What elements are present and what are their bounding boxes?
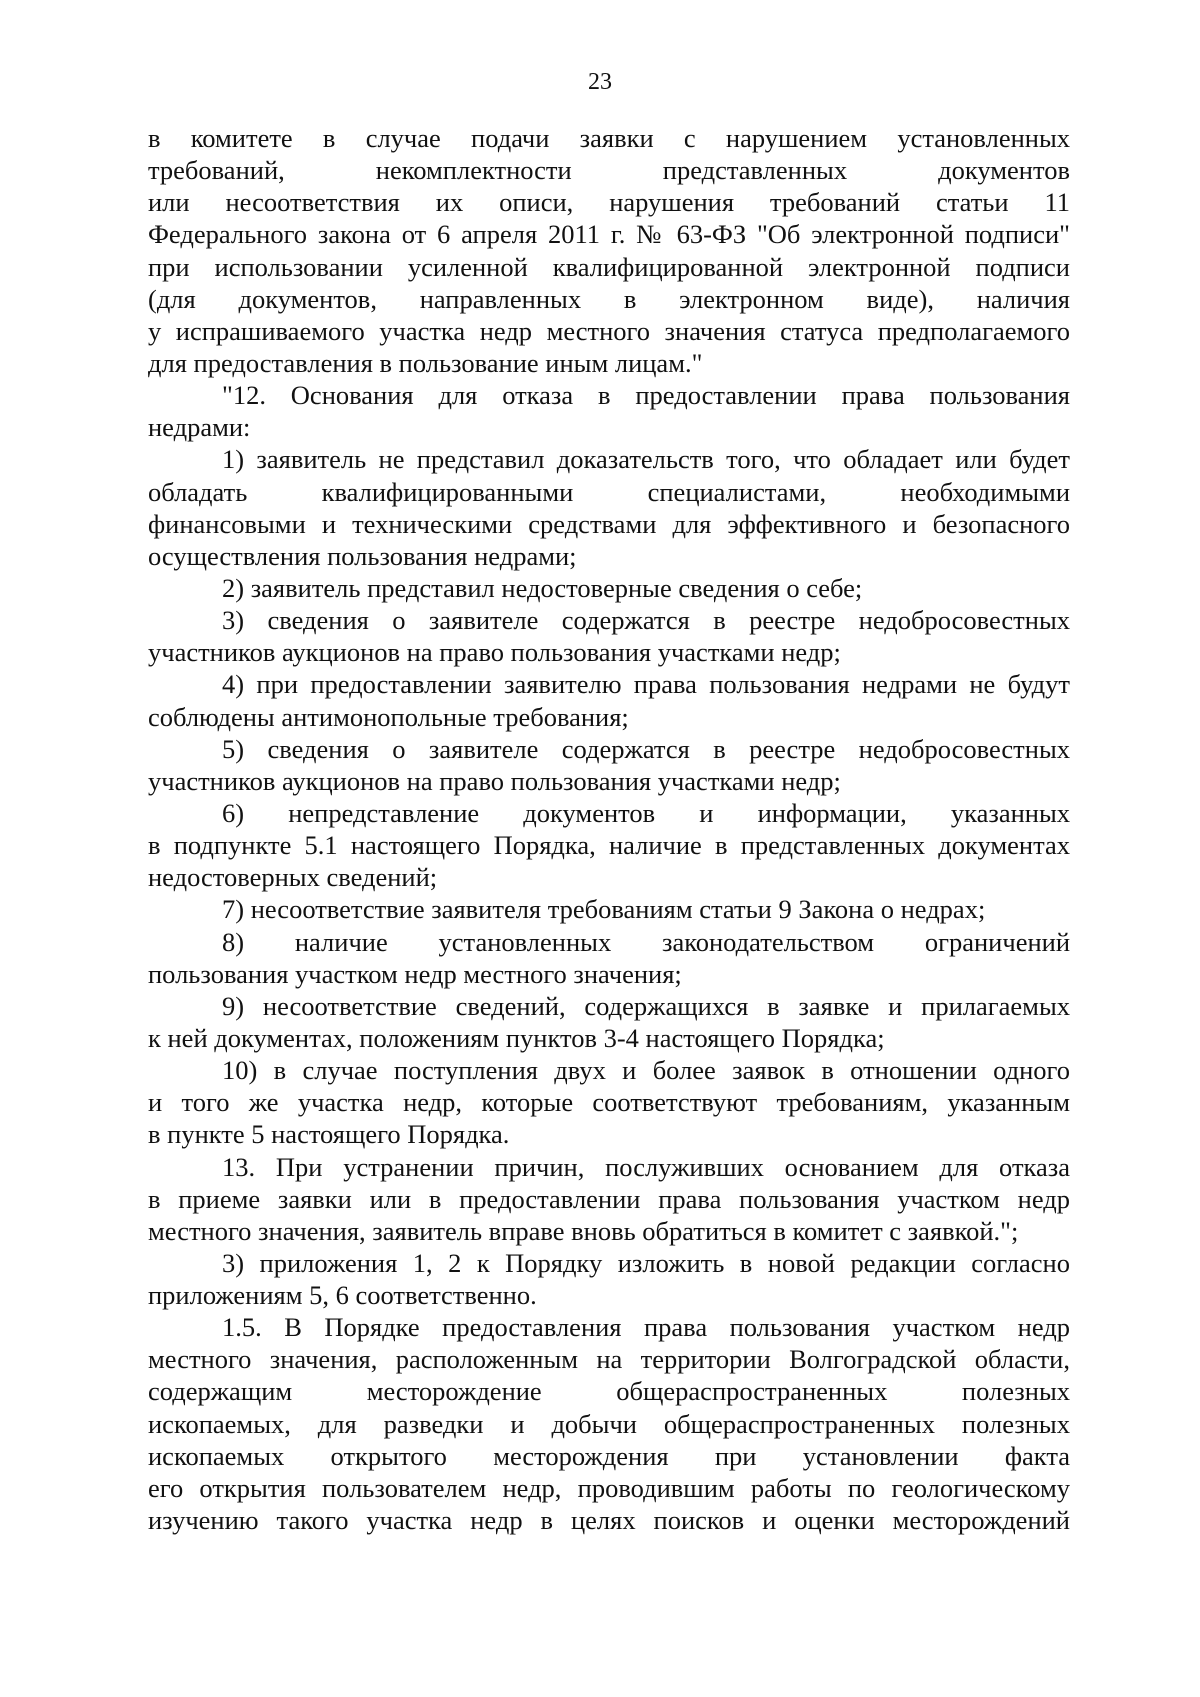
- text-line: пользования участком недр местного значения;: [148, 958, 682, 989]
- text-line: его открытия пользователем недр, проводившим работы по геологическому: [148, 1472, 1070, 1503]
- text-line: 6) непредставление документов и информации, указанных: [222, 797, 1070, 828]
- text-line: ископаемых, для разведки и добычи общераспространенных полезных: [148, 1408, 1070, 1439]
- text-line: 3) приложения 1, 2 к Порядку изложить в новой редакции согласно: [222, 1247, 1070, 1278]
- text-line: обладать квалифицированными специалистами, необходимыми: [148, 476, 1070, 507]
- text-line: 1.5. В Порядке предоставления права пользования участком недр: [222, 1312, 1070, 1343]
- text-line: 8) наличие установленных законодательством ограничений: [222, 926, 1070, 957]
- text-line: ископаемых открытого месторождения при установлении факта: [148, 1440, 1070, 1471]
- text-line: местного значения, расположенным на территории Волгоградской области,: [148, 1344, 1070, 1375]
- text-line: 2) заявитель представил недостоверные сведения о себе;: [222, 572, 863, 603]
- text-line: 4) при предоставлении заявителю права пользования недрами не будут: [222, 669, 1070, 700]
- text-line: и того же участка недр, которые соответствуют требованиям, указанным: [148, 1087, 1070, 1118]
- page-number: 23: [588, 69, 612, 95]
- text-line: (для документов, направленных в электронном виде), наличия: [148, 283, 1070, 314]
- text-line: недостоверных сведений;: [148, 862, 438, 893]
- text-line: для предоставления в пользование иным лицам.": [148, 347, 703, 378]
- text-line: местного значения, заявитель вправе вновь обратиться в комитет с заявкой.";: [148, 1215, 1019, 1246]
- text-line: в приеме заявки или в предоставлении права пользования участком недр: [148, 1183, 1070, 1214]
- text-line: у испрашиваемого участка недр местного значения статуса предполагаемого: [148, 315, 1070, 346]
- text-line: изучению такого участка недр в целях поисков и оценки месторождений: [148, 1505, 1070, 1536]
- text-line: в подпункте 5.1 настоящего Порядка, наличие в представленных документах: [148, 830, 1070, 861]
- document-body: [148, 122, 1070, 1536]
- text-line: 1) заявитель не представил доказательств того, что обладает или будет: [222, 444, 1070, 475]
- text-line: 5) сведения о заявителе содержатся в реестре недобросовестных: [222, 733, 1070, 764]
- text-line: в пункте 5 настоящего Порядка.: [148, 1119, 510, 1150]
- text-line: 10) в случае поступления двух и более заявок в отношении одного: [222, 1055, 1070, 1086]
- text-line: 3) сведения о заявителе содержатся в реестре недобросовестных: [222, 605, 1070, 636]
- text-line: приложениям 5, 6 соответственно.: [148, 1280, 537, 1311]
- text-line: соблюдены антимонопольные требования;: [148, 701, 629, 732]
- text-line: участников аукционов на право пользования участками недр;: [148, 765, 841, 796]
- text-line: 9) несоответствие сведений, содержащихся в заявке и прилагаемых: [222, 990, 1070, 1021]
- text-line: осуществления пользования недрами;: [148, 540, 577, 571]
- text-line: к ней документах, положениям пунктов 3-4 настоящего Порядка;: [148, 1022, 885, 1053]
- text-line: недрами:: [148, 412, 251, 443]
- text-line: или несоответствия их описи, нарушения требований статьи 11: [148, 187, 1070, 218]
- text-line: участников аукционов на право пользования участками недр;: [148, 637, 841, 668]
- text-line: 7) несоответствие заявителя требованиям статьи 9 Закона о недрах;: [222, 894, 986, 925]
- text-line: Федерального закона от 6 апреля 2011 г. № 63-ФЗ "Об электронной подписи": [148, 219, 1070, 250]
- text-line: требований, некомплектности представленных документов: [148, 155, 1070, 186]
- text-line: 13. При устранении причин, послуживших основанием для отказа: [222, 1151, 1070, 1182]
- text-line: в комитете в случае подачи заявки с нарушением установленных: [148, 123, 1070, 153]
- text-line: при использовании усиленной квалифицированной электронной подписи: [148, 251, 1070, 282]
- text-line: "12. Основания для отказа в предоставлении права пользования: [222, 380, 1070, 411]
- text-line: содержащим месторождение общераспространенных полезных: [148, 1376, 1070, 1407]
- text-line: финансовыми и техническими средствами для эффективного и безопасного: [148, 508, 1070, 539]
